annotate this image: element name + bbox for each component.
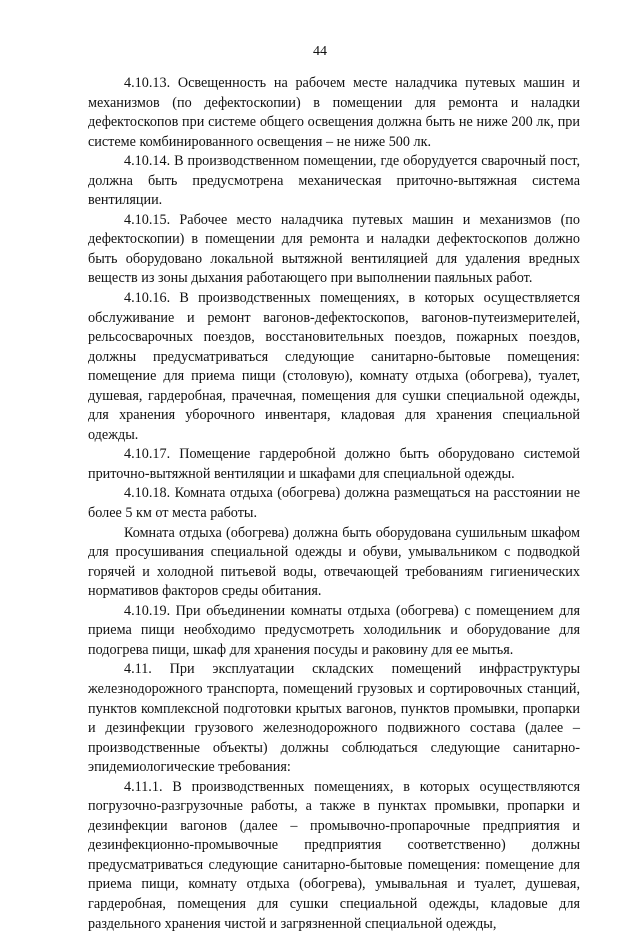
paragraph-4-10-18: 4.10.18. Комната отдыха (обогрева) должна размещаться на расстоянии не более 5 км от места работы. [88, 485, 580, 522]
paragraph-4-10-17: 4.10.17. Помещение гардеробной должно быть оборудовано системой приточно-вытяжной вентиляции и шкафами для специальной одежды. [88, 446, 580, 482]
paragraph-4-10-16: 4.10.16. В производственных помещениях, в которых осуществляется обслуживание и ремонт вагонов-дефектоскопов, вагонов-путеизмерителей, рельсосварочных поездов, восстановительных поездов, пожарных поездов, должны предусматриваться следующие санитарно-бытовые помещения: помещение для приема пищи (столовую), комнату отдыха (обогрева), туалет, душевая, гардеробная, прачечная, помещения для сушки специальной одежды, для хранения уборочного инвентаря, кладовая для хранения специальной одежды. [88, 290, 580, 443]
paragraph-4-10-19: 4.10.19. При объединении комнаты отдыха (обогрева) с помещением для приема пищи необходимо предусмотреть холодильник и оборудование для подогрева пищи, шкаф для хранения посуды и раковину для ее мытья. [88, 602, 580, 658]
paragraph-4-11: 4.11. При эксплуатации складских помещений инфраструктуры железнодорожного транспорта, помещений грузовых и сортировочных станций, пунктов комплексной подготовки крытых вагонов, пунктов промывки, пропарки и дезинфекции грузового железнодорожного подвижного состава (далее – производственные объекты) должны соблюдаться следующие санитарно-эпидемиологические требования: [88, 661, 580, 776]
paragraph-4-11-1: 4.11.1. В производственных помещениях, в которых осуществляются погрузочно-разгрузочные работы, а также в пунктах промывки, пропарки и дезинфекции вагонов (далее – промывочно-пропарочные предприятия и дезинфекционно-промывочные предприятия соответственно) должны предусматриваться следующие санитарно-бытовые помещения: помещение для приема пищи, комнату отдыха (обогрева), умывальная и туалет, душевая, гардеробная, помещения для сушки специальной одежды, кладовые для раздельного хранения чистой и загрязненной специальной одежды, [88, 778, 580, 932]
paragraph-rest-room-equipment: Комната отдыха (обогрева) должна быть оборудована сушильным шкафом для просушивания специальной одежды и обуви, умывальником с подводкой горячей и холодной питьевой воды, отвечающей требованиям гигиенических нормативов факторов среды обитания. [88, 524, 580, 600]
paragraph-4-10-13: 4.10.13. Освещенность на рабочем месте наладчика путевых машин и механизмов (по дефектоскопии) в помещении для ремонта и наладки дефектоскопов при системе общего освещения должна быть не ниже 200 лк, при системе комбинированного освещения – не ниже 500 лк. [88, 75, 580, 150]
document-body [88, 74, 580, 934]
paragraph-4-10-14: 4.10.14. В производственном помещении, где оборудуется сварочный пост, должна быть предусмотрена механическая приточно-вытяжная система вентиляции. [88, 153, 580, 209]
paragraph-4-10-15: 4.10.15. Рабочее место наладчика путевых машин и механизмов (по дефектоскопии) в помещении для ремонта и наладки дефектоскопов должно быть оборудовано локальной вытяжной вентиляцией для удаления вредных веществ из зоны дыхания работающего при выполнении паяльных работ. [88, 211, 580, 287]
page-number: 44 [313, 44, 327, 59]
